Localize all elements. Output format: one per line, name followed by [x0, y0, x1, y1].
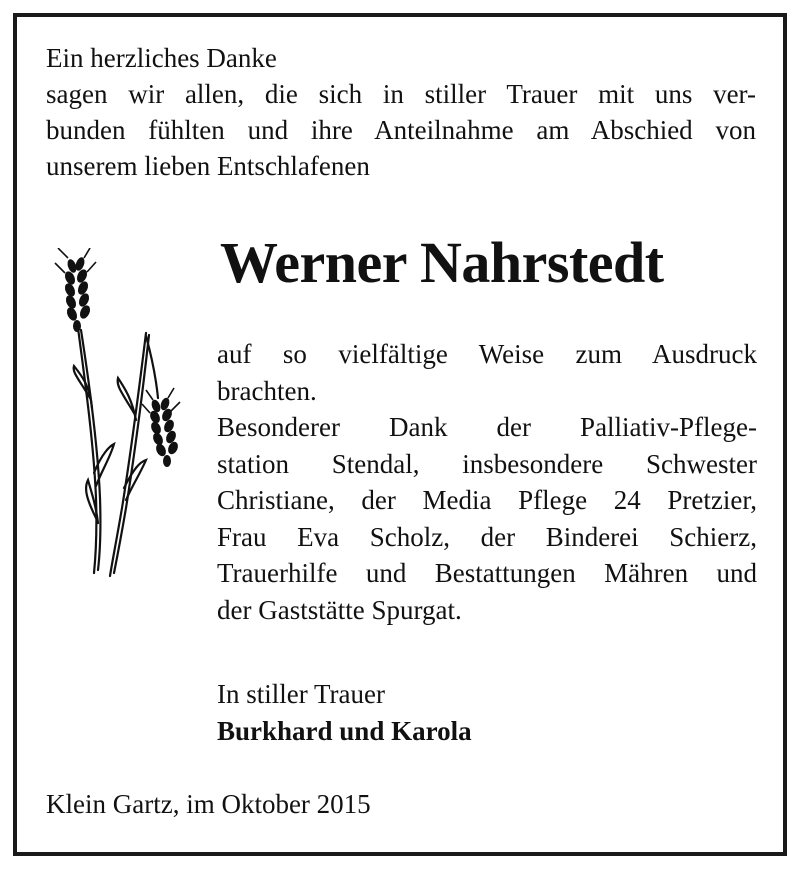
intro-line-1: Ein herzliches Danke: [46, 43, 277, 73]
body-line-3: Besonderer Dank der Palliativ-Pflege-: [217, 412, 757, 442]
intro-line-3: bunden fühlten und ihre Anteilnahme am Abschied von: [46, 115, 756, 145]
place-date: Klein Gartz, im Oktober 2015: [46, 789, 371, 819]
intro-text: [46, 40, 756, 184]
body-line-4: station Stendal, insbesondere Schwester: [217, 448, 757, 479]
intro-line-4: unserem lieben Entschlafenen: [46, 151, 370, 181]
intro-line-2: sagen wir allen, die sich in stiller Trauer mit uns ver-: [46, 79, 756, 109]
body-line-7: Trauerhilfe und Bestattungen Mähren und: [217, 558, 757, 588]
body-line-2: brachten.: [217, 375, 317, 406]
body-line-5: Christiane, der Media Pflege 24 Pretzier,: [217, 485, 757, 515]
wheat-ears-icon: [50, 248, 190, 578]
body-text: [217, 336, 757, 628]
signers: Burkhard und Karola: [217, 716, 472, 746]
body-line-6: Frau Eva Scholz, der Binderei Schierz,: [217, 521, 757, 552]
deceased-name: Werner Nahrstedt: [220, 230, 664, 295]
body-line-8: der Gaststätte Spurgat.: [217, 594, 462, 625]
body-line-1: auf so vielfältige Weise zum Ausdruck: [217, 339, 757, 369]
mourning-phrase: In stiller Trauer: [217, 679, 385, 709]
